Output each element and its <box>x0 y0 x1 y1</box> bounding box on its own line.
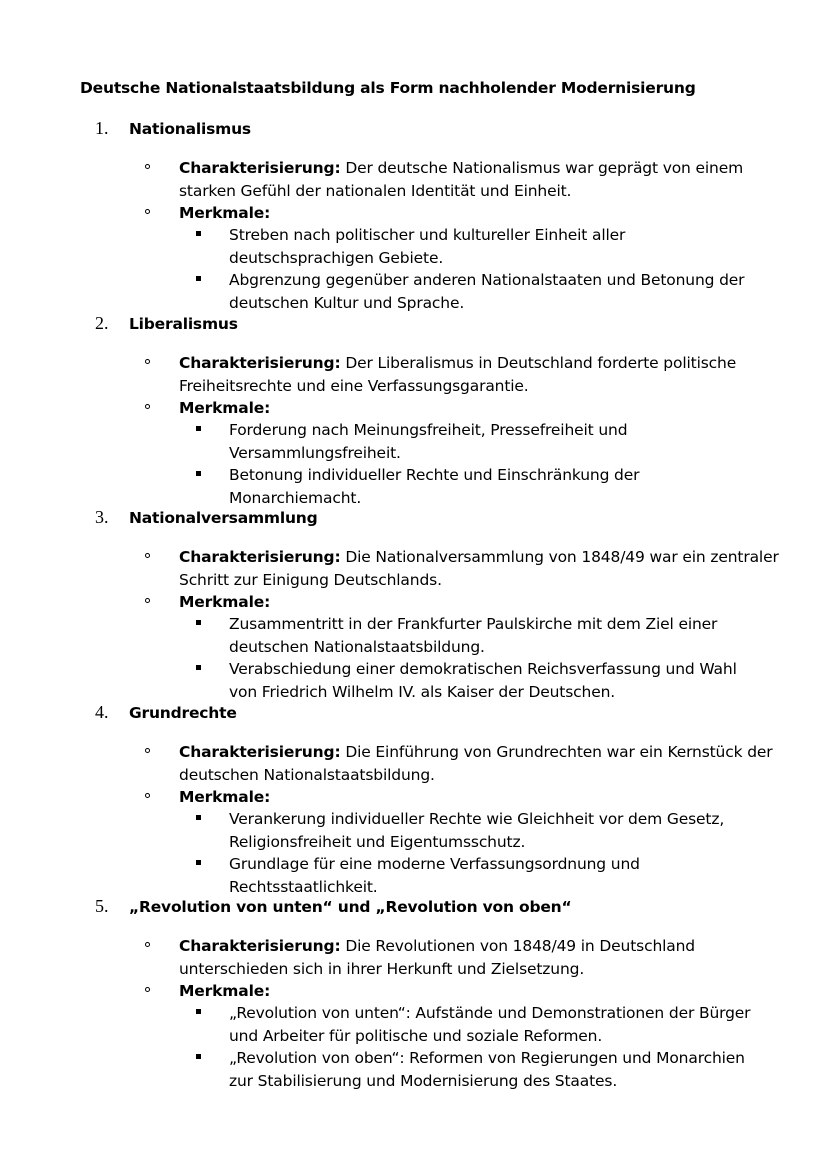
characterization-text <box>179 741 779 786</box>
merkmal-text: Forderung nach Meinungsfreiheit, Pressefreiheit und Versammlungsfreiheit. <box>229 421 628 462</box>
merkmal-text: „Revolution von unten“: Aufstände und Demonstrationen der Bürger und Arbeiter für politische und soziale Reformen. <box>229 1004 751 1045</box>
section-title: „Revolution von unten“ und „Revolution von oben“ <box>129 898 572 916</box>
section-title: Liberalismus <box>129 315 238 333</box>
characterization-body: Der deutsche Nationalismus war geprägt von einem starken Gefühl der nationalen Identität und Einheit. <box>179 159 744 200</box>
section-number: 5. <box>95 896 109 916</box>
section-title: Nationalismus <box>129 120 251 138</box>
circle-bullet-icon <box>145 404 150 409</box>
circle-bullet-icon <box>145 793 150 798</box>
characterization-label: Charakterisierung: <box>179 743 341 761</box>
circle-bullet-icon <box>145 164 150 169</box>
merkmale-label: Merkmale: <box>179 788 271 806</box>
merkmale-label: Merkmale: <box>179 204 271 222</box>
section-number: 2. <box>95 313 109 333</box>
characterization-body: Die Nationalversammlung von 1848/49 war ein zentraler Schritt zur Einigung Deutschlands. <box>179 548 779 589</box>
merkmale-label: Merkmale: <box>179 399 271 417</box>
characterization-label: Charakterisierung: <box>179 354 341 372</box>
circle-bullet-icon <box>145 553 150 558</box>
merkmal-text: Betonung individueller Rechte und Einschränkung der Monarchiemacht. <box>229 466 640 507</box>
merkmal-text: Streben nach politischer und kultureller Einheit aller deutschsprachigen Gebiete. <box>229 226 626 267</box>
merkmal-text: Verankerung individueller Rechte wie Gleichheit vor dem Gesetz, Religionsfreiheit und Eigentumsschutz. <box>229 810 725 851</box>
square-bullet-icon <box>196 620 201 625</box>
square-bullet-icon <box>196 1054 201 1059</box>
characterization-text <box>179 352 779 397</box>
characterization-label: Charakterisierung: <box>179 159 341 177</box>
merkmal-text: Grundlage für eine moderne Verfassungsordnung und Rechtsstaatlichkeit. <box>229 855 640 896</box>
characterization-text <box>179 935 779 980</box>
square-bullet-icon <box>196 665 201 670</box>
merkmal-text: Abgrenzung gegenüber anderen Nationalstaaten und Betonung der deutschen Kultur und Sprache. <box>229 271 745 312</box>
square-bullet-icon <box>196 231 201 236</box>
characterization-body: Der Liberalismus in Deutschland forderte politische Freiheitsrechte und eine Verfassungsgarantie. <box>179 354 737 395</box>
square-bullet-icon <box>196 426 201 431</box>
section-title: Nationalversammlung <box>129 509 318 527</box>
circle-bullet-icon <box>145 209 150 214</box>
characterization-text <box>179 157 779 202</box>
square-bullet-icon <box>196 860 201 865</box>
square-bullet-icon <box>196 276 201 281</box>
characterization-body: Die Einführung von Grundrechten war ein Kernstück der deutschen Nationalstaatsbildung. <box>179 743 773 784</box>
square-bullet-icon <box>196 815 201 820</box>
merkmal-text: Zusammentritt in der Frankfurter Paulskirche mit dem Ziel einer deutschen Nationalstaatsbildung. <box>229 615 718 656</box>
merkmale-label: Merkmale: <box>179 593 271 611</box>
circle-bullet-icon <box>145 942 150 947</box>
section-number: 3. <box>95 507 109 527</box>
circle-bullet-icon <box>145 987 150 992</box>
section-number: 4. <box>95 702 109 722</box>
square-bullet-icon <box>196 1009 201 1014</box>
characterization-text <box>179 546 779 591</box>
square-bullet-icon <box>196 471 201 476</box>
circle-bullet-icon <box>145 598 150 603</box>
merkmal-text: „Revolution von oben“: Reformen von Regierungen und Monarchien zur Stabilisierung und Modernisierung des Staates. <box>229 1049 745 1090</box>
circle-bullet-icon <box>145 748 150 753</box>
characterization-body: Die Revolutionen von 1848/49 in Deutschland unterschieden sich in ihrer Herkunft und Zielsetzung. <box>179 937 695 978</box>
circle-bullet-icon <box>145 359 150 364</box>
merkmale-label: Merkmale: <box>179 982 271 1000</box>
merkmal-text: Verabschiedung einer demokratischen Reichsverfassung und Wahl von Friedrich Wilhelm IV. als Kaiser der Deutschen. <box>229 660 737 701</box>
characterization-label: Charakterisierung: <box>179 937 341 955</box>
document-title: Deutsche Nationalstaatsbildung als Form nachholender Modernisierung <box>80 79 696 97</box>
section-number: 1. <box>95 118 109 138</box>
section-title: Grundrechte <box>129 704 237 722</box>
characterization-label: Charakterisierung: <box>179 548 341 566</box>
